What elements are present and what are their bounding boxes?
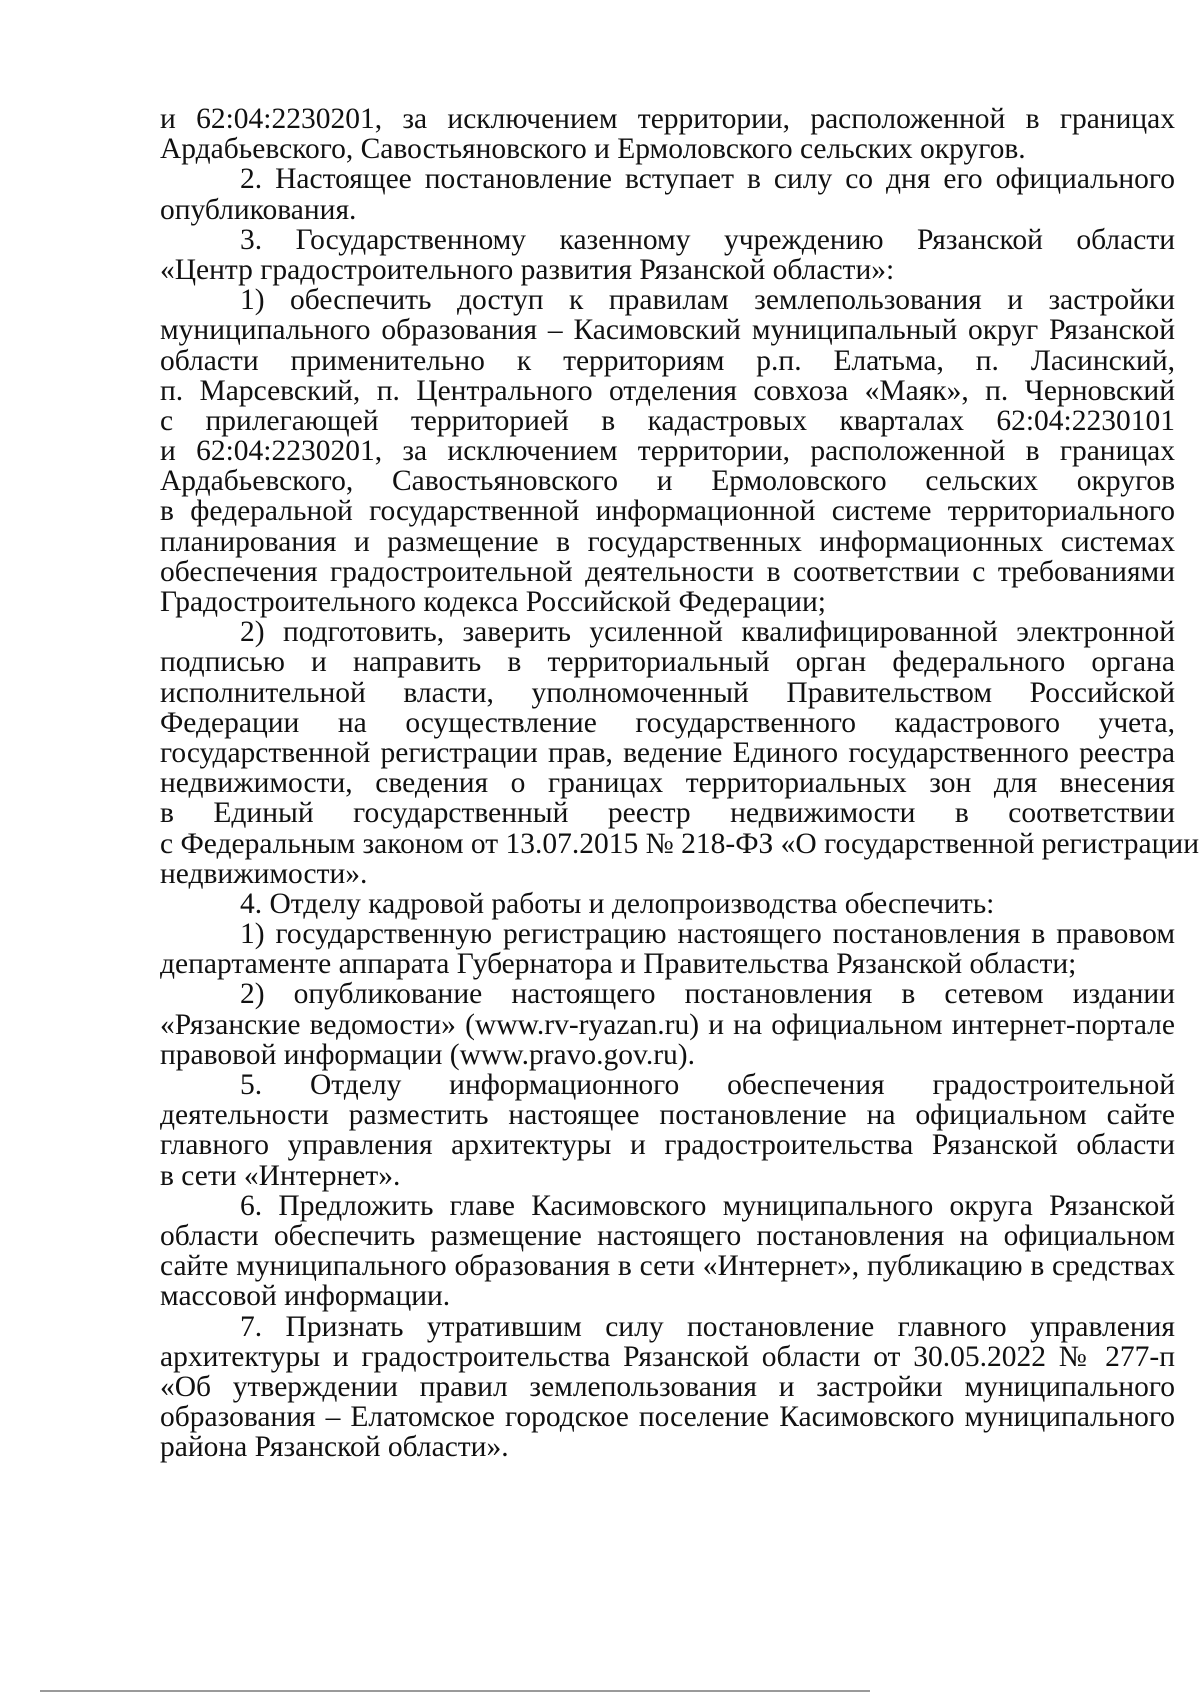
text-line: в федеральной государственной информационной системе территориального <box>160 495 1175 528</box>
text-line: 1) обеспечить доступ к правилам землепользования и застройки <box>240 284 1175 317</box>
page-bottom-edge <box>40 1690 870 1692</box>
text-line: и 62:04:2230201, за исключением территории, расположенной в границах <box>160 103 1175 135</box>
document-body <box>160 103 1199 1464</box>
text-line: опубликования. <box>160 193 357 226</box>
text-line: массовой информации. <box>160 1280 451 1313</box>
text-line: недвижимости, сведения о границах территориальных зон для внесения <box>160 767 1175 800</box>
text-line: Ардабьевского, Савостьяновского и Ермоловского сельских округов <box>160 465 1175 498</box>
text-line: исполнительной власти, уполномоченный Правительством Российской <box>160 676 1175 709</box>
text-line: 6. Предложить главе Касимовского муниципального округа Рязанской <box>240 1189 1175 1222</box>
text-line: недвижимости». <box>160 857 368 890</box>
text-line: Федерации на осуществление государственного кадастрового учета, <box>160 706 1175 739</box>
text-line: «Рязанские ведомости» (www.rv-ryazan.ru) и на официальном интернет-портале <box>160 1008 1175 1041</box>
text-line: «Центр градостроительного развития Рязанской области»: <box>160 253 895 286</box>
text-line: 5. Отделу информационного обеспечения градостроительной <box>240 1069 1175 1101</box>
text-line: департаменте аппарата Губернатора и Правительства Рязанской области; <box>160 948 1077 981</box>
text-line: планирования и размещение в государственных информационных системах <box>160 525 1175 558</box>
text-line: «Об утверждении правил землепользования и застройки муниципального <box>160 1370 1175 1403</box>
text-line: 4. Отделу кадровой работы и делопроизводства обеспечить: <box>240 887 995 920</box>
text-line: сайте муниципального образования в сети «Интернет», публикацию в средствах <box>160 1250 1175 1283</box>
text-line: деятельности разместить настоящее постановление на официальном сайте <box>160 1099 1175 1132</box>
text-line: в сети «Интернет». <box>160 1159 401 1192</box>
text-line: 1) государственную регистрацию настоящего постановления в правовом <box>240 918 1175 951</box>
text-line: области применительно к территориям р.п. Елатьма, п. Ласинский, <box>160 344 1175 377</box>
text-line: с Федеральным законом от 13.07.2015 № 218-ФЗ «О государственной регистрации <box>160 827 1199 860</box>
text-line: 7. Признать утратившим силу постановление главного управления <box>240 1310 1175 1343</box>
text-line: архитектуры и градостроительства Рязанской области от 30.05.2022 № 277-п <box>160 1340 1175 1373</box>
text-line: в Единый государственный реестр недвижимости в соответствии <box>160 797 1175 830</box>
text-line: обеспечения градостроительной деятельности в соответствии с требованиями <box>160 555 1175 588</box>
text-line: с прилегающей территорией в кадастровых кварталах 62:04:2230101 <box>160 404 1175 437</box>
text-line: 2) подготовить, заверить усиленной квалифицированной электронной <box>240 616 1175 649</box>
text-line: 2. Настоящее постановление вступает в силу со дня его официального <box>240 163 1175 196</box>
text-line: главного управления архитектуры и градостроительства Рязанской области <box>160 1129 1175 1162</box>
text-line: образования – Елатомское городское поселение Касимовского муниципального <box>160 1401 1175 1434</box>
text-line: подписью и направить в территориальный орган федерального органа <box>160 646 1175 679</box>
text-line: п. Марсевский, п. Центрального отделения совхоза «Маяк», п. Черновский <box>160 374 1175 407</box>
text-line: 2) опубликование настоящего постановления в сетевом издании <box>240 978 1175 1011</box>
document-page <box>160 103 1199 1464</box>
text-line: правовой информации (www.pravo.gov.ru). <box>160 1038 696 1071</box>
text-line: Градостроительного кодекса Российской Федерации; <box>160 586 826 618</box>
text-line: государственной регистрации прав, ведение Единого государственного реестра <box>160 736 1175 769</box>
text-line: Ардабьевского, Савостьяновского и Ермоловского сельских округов. <box>160 133 1026 166</box>
text-line: и 62:04:2230201, за исключением территории, расположенной в границах <box>160 435 1175 468</box>
text-line: 3. Государственному казенному учреждению Рязанской области <box>240 223 1175 256</box>
text-line: района Рязанской области». <box>160 1431 509 1464</box>
text-line: области обеспечить размещение настоящего постановления на официальном <box>160 1219 1175 1252</box>
text-line: муниципального образования – Касимовский муниципальный округ Рязанской <box>160 314 1175 347</box>
